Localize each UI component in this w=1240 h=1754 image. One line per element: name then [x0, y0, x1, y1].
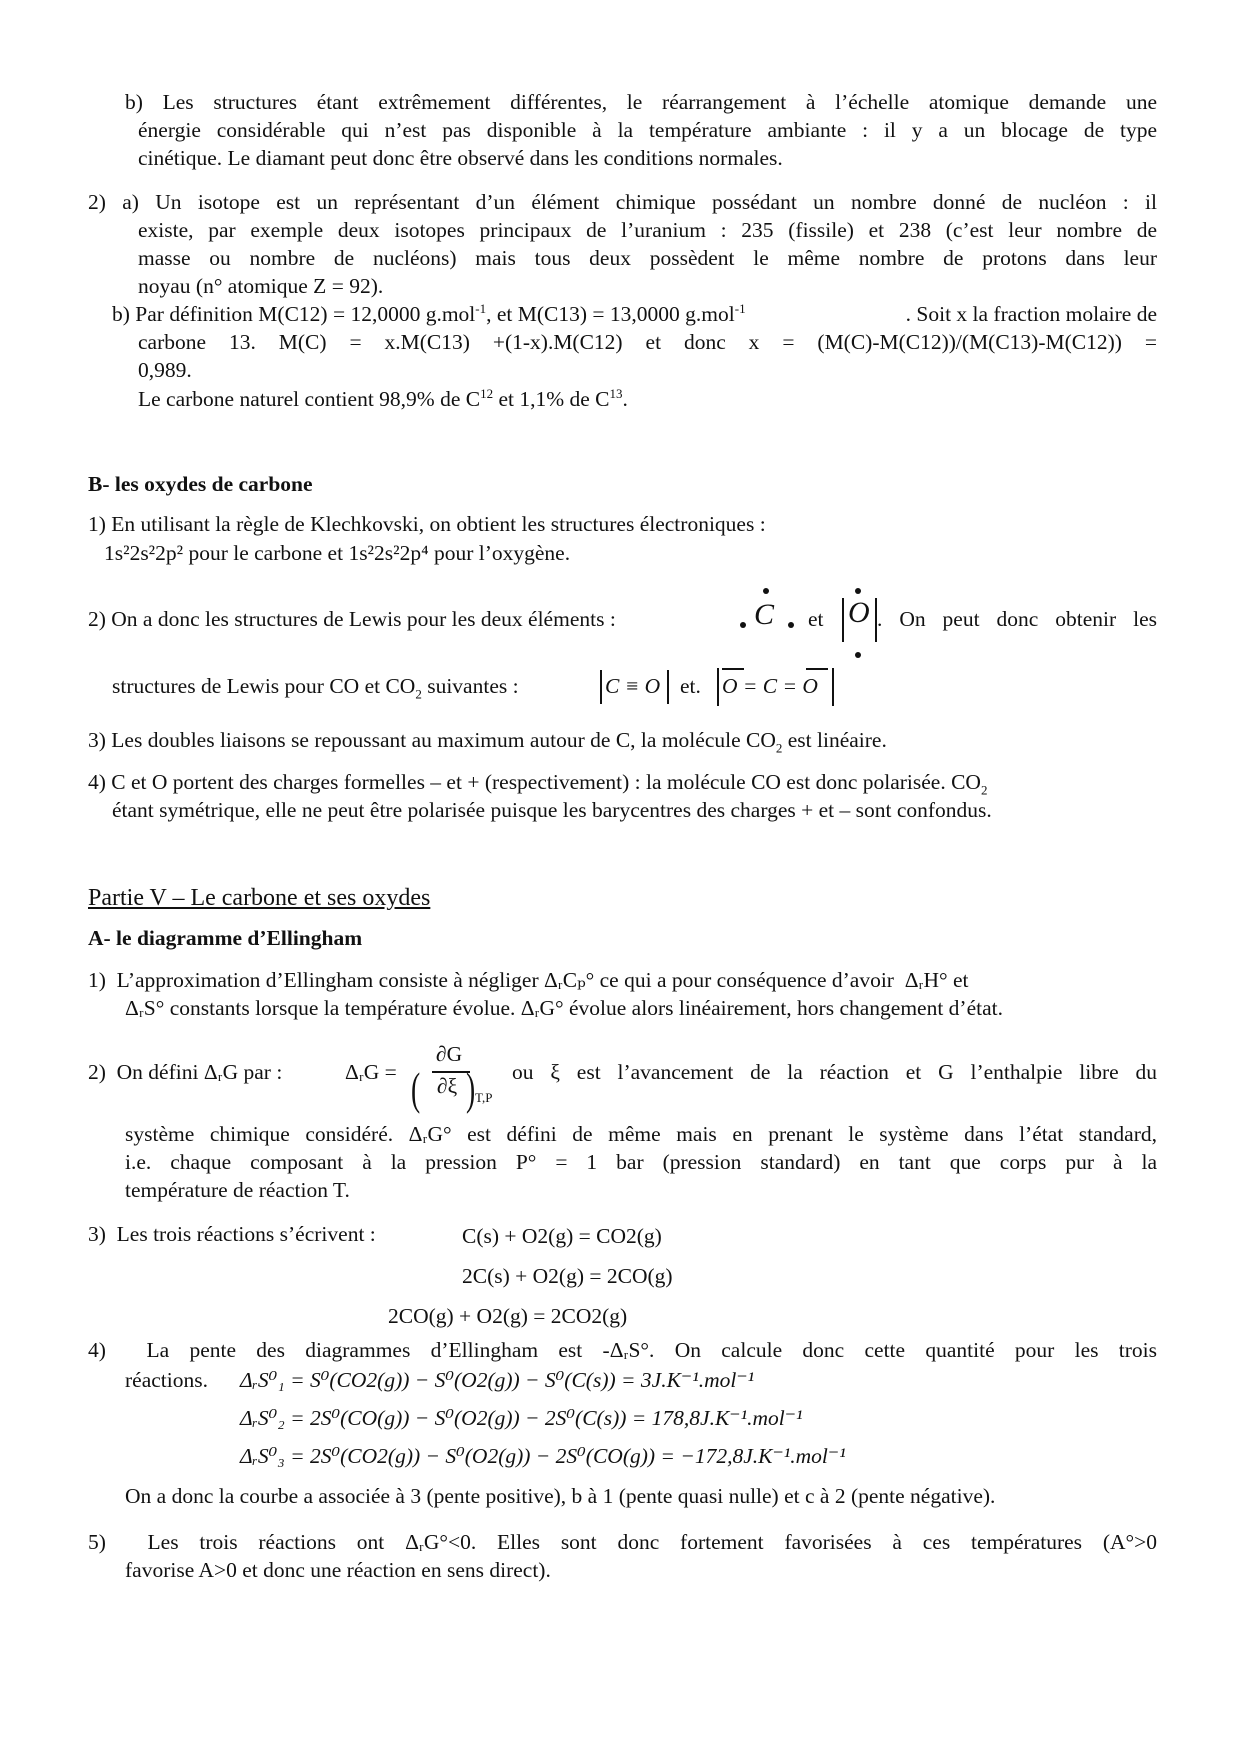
- q2b-line-1: [112, 300, 1157, 328]
- q1b-line-1: b) Les structures étant extrêmement différentes, le réarrangement à l’échelle atomique demande une: [125, 90, 1157, 114]
- b-q2-line-1a: 2) On a donc les structures de Lewis pour les deux éléments :: [88, 607, 616, 631]
- oxygen-configuration: 1s²2s²2p⁴: [348, 541, 429, 565]
- reaction-2: 2C(s) + O2(g) = 2CO(g): [462, 1264, 673, 1288]
- lewis-dot: [740, 622, 746, 628]
- b-q4-text: 4) C et O portent des charges formelles – et + (respectivement) : la molécule CO est donc polarisée. CO: [88, 770, 981, 794]
- q2b-text-c: . Soit x la fraction molaire de: [905, 302, 1157, 326]
- lewis-overbar: [722, 668, 744, 670]
- co-formula: C ≡ O: [605, 674, 661, 698]
- q2a-line-1: 2) a) Un isotope est un représentant d’un élément chimique possédant un nombre donné de nucléon : il: [88, 190, 1157, 214]
- q2b-exp-1: -1: [475, 300, 487, 316]
- lewis-dot: [855, 652, 861, 658]
- v-q4-line-1: 4) La pente des diagrammes d’Ellingham est -ΔᵣS°. On calcule donc cette quantité pour les trois: [88, 1338, 1157, 1362]
- b-q1-line-2: [104, 539, 570, 567]
- q2a-line-2: existe, par exemple deux isotopes principaux de l’uranium : 235 (fissile) et 238 (c’est leur nombre de: [138, 218, 1157, 242]
- q2b-l4-sup-1: 12: [480, 385, 494, 401]
- entropy-equation-1: ΔᵣS⁰₁ = S⁰(CO2(g)) − S⁰(O2(g)) − S⁰(C(s)) = 3J.K⁻¹.mol⁻¹: [240, 1368, 755, 1392]
- b-q1-line-1: 1) En utilisant la règle de Klechkovski, on obtient les structures électroniques :: [88, 512, 766, 536]
- entropy-equation-2: ΔᵣS⁰₂ = 2S⁰(CO(g)) − S⁰(O2(g)) − 2S⁰(C(s)) = 178,8J.K⁻¹.mol⁻¹: [240, 1406, 803, 1430]
- lewis-dot: [788, 622, 794, 628]
- v-q2-line-3: i.e. chaque composant à la pression P° = 1 bar (pression standard) en tant que corps pur à la: [125, 1150, 1157, 1174]
- v-q5-line-1: 5) Les trois réactions ont ΔᵣG°<0. Elles sont donc fortement favorisées à ces températures (A°>0: [88, 1530, 1157, 1554]
- q2b-text-a: b) Par définition M(C12) = 12,0000 g.mol: [112, 302, 476, 326]
- q1b-line-2: énergie considérable qui n’est pas disponible à la température ambiante : il y a un blocage de type: [138, 118, 1157, 142]
- v-q4-conclusion: On a donc la courbe a associée à 3 (pente positive), b à 1 (pente quasi nulle) et c à 2 (pente négative).: [125, 1484, 996, 1508]
- v-q2-line-1a: 2) On défini ΔᵣG par :: [88, 1060, 283, 1084]
- b-q4-sub: 2: [980, 782, 988, 798]
- b-q4-line-1: [88, 768, 987, 796]
- q2b-text-b: , et M(C13) = 13,0000 g.mol: [486, 302, 735, 326]
- v-q2-line-2: système chimique considéré. ΔᵣG° est défini de même mais en prenant le système dans l’état standard,: [125, 1122, 1157, 1146]
- fraction-denominator: ∂ξ: [437, 1074, 458, 1098]
- v-q2-line-1b: ou ξ est l’avancement de la réaction et G l’enthalpie libre du: [512, 1060, 1157, 1084]
- q2a-line-3: masse ou nombre de nucléons) mais tous deux possèdent le même nombre de protons dans leur: [138, 246, 1157, 270]
- reaction-1: C(s) + O2(g) = CO2(g): [462, 1224, 662, 1248]
- q2b-l4-text-c: .: [622, 387, 628, 411]
- lewis-et: et: [808, 607, 824, 631]
- lewis-pair-bar: [600, 670, 602, 704]
- b-q2-text: structures de Lewis pour CO et CO: [112, 674, 416, 698]
- section-b-heading: B- les oxydes de carbone: [88, 472, 313, 496]
- co2-formula: O = C = O: [722, 674, 818, 698]
- b-q3-text-b: est linéaire.: [782, 728, 887, 752]
- lewis-pair-bar: [717, 668, 719, 706]
- part-v-title: Partie V – Le carbone et ses oxydes: [88, 885, 431, 911]
- q2b-l4-text-a: Le carbone naturel contient 98,9% de C: [138, 387, 481, 411]
- reaction-3: 2CO(g) + O2(g) = 2CO2(g): [388, 1304, 628, 1328]
- v-q3-intro: 3) Les trois réactions s’écrivent :: [88, 1222, 376, 1246]
- left-paren: (: [411, 1063, 421, 1114]
- q2b-exp-2: -1: [734, 300, 746, 316]
- v-q2-line-4: température de réaction T.: [125, 1178, 350, 1202]
- entropy-equation-3: ΔᵣS⁰₃ = 2S⁰(CO2(g)) − S⁰(O2(g)) − 2S⁰(CO(g)) = −172,8J.K⁻¹.mol⁻¹: [240, 1444, 846, 1468]
- carbon-configuration: 1s²2s²2p²: [104, 541, 184, 565]
- v-q1-line-1: 1) L’approximation d’Ellingham consiste à négliger ΔᵣCₚ° ce qui a pour conséquence d’avoir ΔᵣH° et: [88, 968, 969, 992]
- lewis-dot: [763, 588, 769, 594]
- v-q5-line-2: favorise A>0 et donc une réaction en sens direct).: [125, 1558, 551, 1582]
- right-paren: ): [466, 1063, 476, 1114]
- b-q1-end: pour l’oxygène.: [428, 541, 571, 565]
- v-q1-line-2: ΔᵣS° constants lorsque la température évolue. ΔᵣG° évolue alors linéairement, hors changement d’état.: [125, 996, 1004, 1020]
- b-q3-sub: 2: [775, 740, 783, 756]
- b-q3-text-a: 3) Les doubles liaisons se repoussant au maximum autour de C, la molécule CO: [88, 728, 776, 752]
- b-q2-line-1b: . On peut donc obtenir les: [877, 607, 1157, 631]
- b-q2-et: et.: [680, 674, 701, 698]
- lewis-dot: [855, 588, 861, 594]
- lewis-pair-bar: [667, 670, 669, 704]
- derivative-subscript: T,P: [475, 1090, 493, 1105]
- q2b-l4-sup-2: 13: [609, 385, 623, 401]
- lewis-o-symbol: O: [848, 596, 870, 629]
- fraction-numerator: ∂G: [436, 1042, 463, 1066]
- b-q2-text-b: suivantes :: [421, 674, 519, 698]
- lewis-pair-bar: [832, 668, 834, 706]
- q2b-line-2: carbone 13. M(C) = x.M(C13) +(1-x).M(C12) et donc x = (M(C)-M(C12))/(M(C13)-M(C12)) =: [138, 330, 1157, 354]
- b-q3-line: [88, 726, 887, 754]
- b-q2-sub: 2: [415, 686, 422, 702]
- q2b-line-4: [138, 385, 628, 413]
- lewis-pair-bar: [842, 598, 844, 642]
- q2a-line-4: noyau (n° atomique Z = 92).: [138, 274, 384, 298]
- lewis-overbar: [806, 668, 828, 670]
- q2b-line-3: 0,989.: [138, 358, 192, 382]
- part-v-subheading: A- le diagramme d’Ellingham: [88, 926, 363, 950]
- q1b-line-3: cinétique. Le diamant peut donc être observé dans les conditions normales.: [138, 146, 783, 170]
- derivative-lhs: ΔᵣG =: [345, 1060, 397, 1084]
- b-q1-mid: pour le carbone et: [183, 541, 349, 565]
- lewis-c-symbol: C: [754, 598, 775, 631]
- v-q4-line-2-lead: réactions.: [125, 1368, 208, 1392]
- b-q4-line-2: étant symétrique, elle ne peut être polarisée puisque les barycentres des charges + et – sont confondus.: [112, 798, 992, 822]
- b-q2-line-2: [112, 672, 519, 700]
- q2b-l4-text-b: et 1,1% de C: [493, 387, 610, 411]
